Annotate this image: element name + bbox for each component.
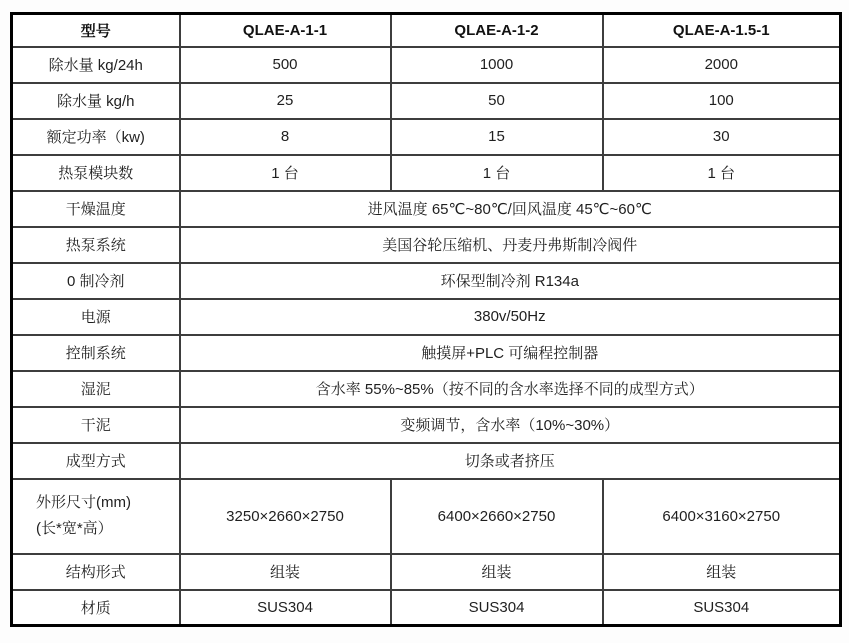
row-label-line-1: 0 制冷剂	[66, 273, 125, 290]
row-label	[12, 191, 180, 227]
row-value-merged: 进风温度 65℃~80℃/回风温度 45℃~60℃	[180, 191, 841, 227]
row-label	[12, 443, 180, 479]
row-value-merged: 含水率 55%~85%（按不同的含水率选择不同的成型方式）	[180, 371, 841, 407]
row-value-cell: 30	[603, 119, 841, 155]
row-label-line-1: 热泵模块数	[58, 165, 134, 182]
row-value-merged: 切条或者挤压	[180, 443, 841, 479]
row-value-cell: 组装	[391, 554, 603, 590]
row-label	[12, 407, 180, 443]
row-value-cell: 50	[391, 83, 603, 119]
row-label-line-1: 控制系统	[65, 345, 126, 362]
table-row	[12, 83, 841, 119]
row-value-cell: SUS304	[180, 590, 391, 626]
row-value-cell: 8	[180, 119, 391, 155]
row-value-cell: 1000	[391, 47, 603, 83]
table-row	[12, 299, 841, 335]
row-label	[12, 590, 180, 626]
row-value-cell: 组装	[603, 554, 841, 590]
row-value-cell: 100	[603, 83, 841, 119]
row-value-merged: 变频调节，含水率（10%~30%）	[180, 407, 841, 443]
row-label-line-1: 除水量 kg/h	[56, 93, 135, 110]
row-label-line-1: 湿泥	[80, 381, 111, 398]
table-row	[12, 443, 841, 479]
row-value-cell: 1 台	[180, 155, 391, 191]
table-row	[12, 263, 841, 299]
row-label-line-1: 干燥温度	[65, 201, 126, 218]
row-value-cell: 25	[180, 83, 391, 119]
row-value-cell: 1 台	[391, 155, 603, 191]
row-label	[12, 119, 180, 155]
row-value-cell: 2000	[603, 47, 841, 83]
row-label-line-1: 材质	[80, 599, 111, 617]
row-label	[12, 263, 180, 299]
row-label-line-2: (长*宽*高）	[36, 520, 113, 537]
row-label	[12, 299, 180, 335]
row-label	[12, 227, 180, 263]
row-label	[12, 371, 180, 407]
table-row	[12, 371, 841, 407]
row-label	[12, 155, 180, 191]
table-row	[12, 119, 841, 155]
row-label-line-1: 热泵系统	[65, 237, 126, 254]
row-label-line-1: 额定功率（kw)	[46, 129, 145, 146]
table-row	[12, 227, 841, 263]
row-label-line-1: 外形尺寸(mm)	[36, 494, 131, 511]
row-value-cell: 15	[391, 119, 603, 155]
spec-table	[10, 12, 842, 627]
table-row	[12, 155, 841, 191]
row-value-merged: 触摸屏+PLC 可编程控制器	[180, 335, 841, 371]
row-value-cell: SUS304	[391, 590, 603, 626]
row-value-merged: 美国谷轮压缩机、丹麦丹弗斯制冷阀件	[180, 227, 841, 263]
table-row	[12, 479, 841, 554]
header-model-3: QLAE-A-1.5-1	[603, 14, 841, 47]
table-row	[12, 335, 841, 371]
table-row	[12, 407, 841, 443]
row-value-cell: 6400×3160×2750	[603, 479, 841, 554]
table-row	[12, 554, 841, 590]
row-label-line-1: 除水量 kg/24h	[48, 57, 143, 74]
row-label-line-1: 干泥	[80, 417, 111, 434]
table-header-row	[12, 14, 841, 47]
row-label	[12, 554, 180, 590]
row-value-merged: 环保型制冷剂 R134a	[180, 263, 841, 299]
row-label	[12, 47, 180, 83]
row-label-line-1: 电源	[80, 309, 111, 326]
header-model-2: QLAE-A-1-2	[391, 14, 603, 47]
row-value-cell: 6400×2660×2750	[391, 479, 603, 554]
row-label-line-1: 成型方式	[65, 453, 126, 470]
row-label	[12, 335, 180, 371]
row-label-line-1: 结构形式	[65, 564, 126, 581]
row-value-cell: 组装	[180, 554, 391, 590]
header-model-label: 型号	[12, 14, 180, 47]
row-label	[12, 83, 180, 119]
table-row	[12, 47, 841, 83]
row-value-cell: SUS304	[603, 590, 841, 626]
row-value-cell: 500	[180, 47, 391, 83]
row-value-merged: 380v/50Hz	[180, 299, 841, 335]
row-label	[12, 479, 180, 554]
table-row	[12, 191, 841, 227]
table-row	[12, 590, 841, 626]
header-model-1: QLAE-A-1-1	[180, 14, 391, 47]
row-value-cell: 3250×2660×2750	[180, 479, 391, 554]
row-value-cell: 1 台	[603, 155, 841, 191]
